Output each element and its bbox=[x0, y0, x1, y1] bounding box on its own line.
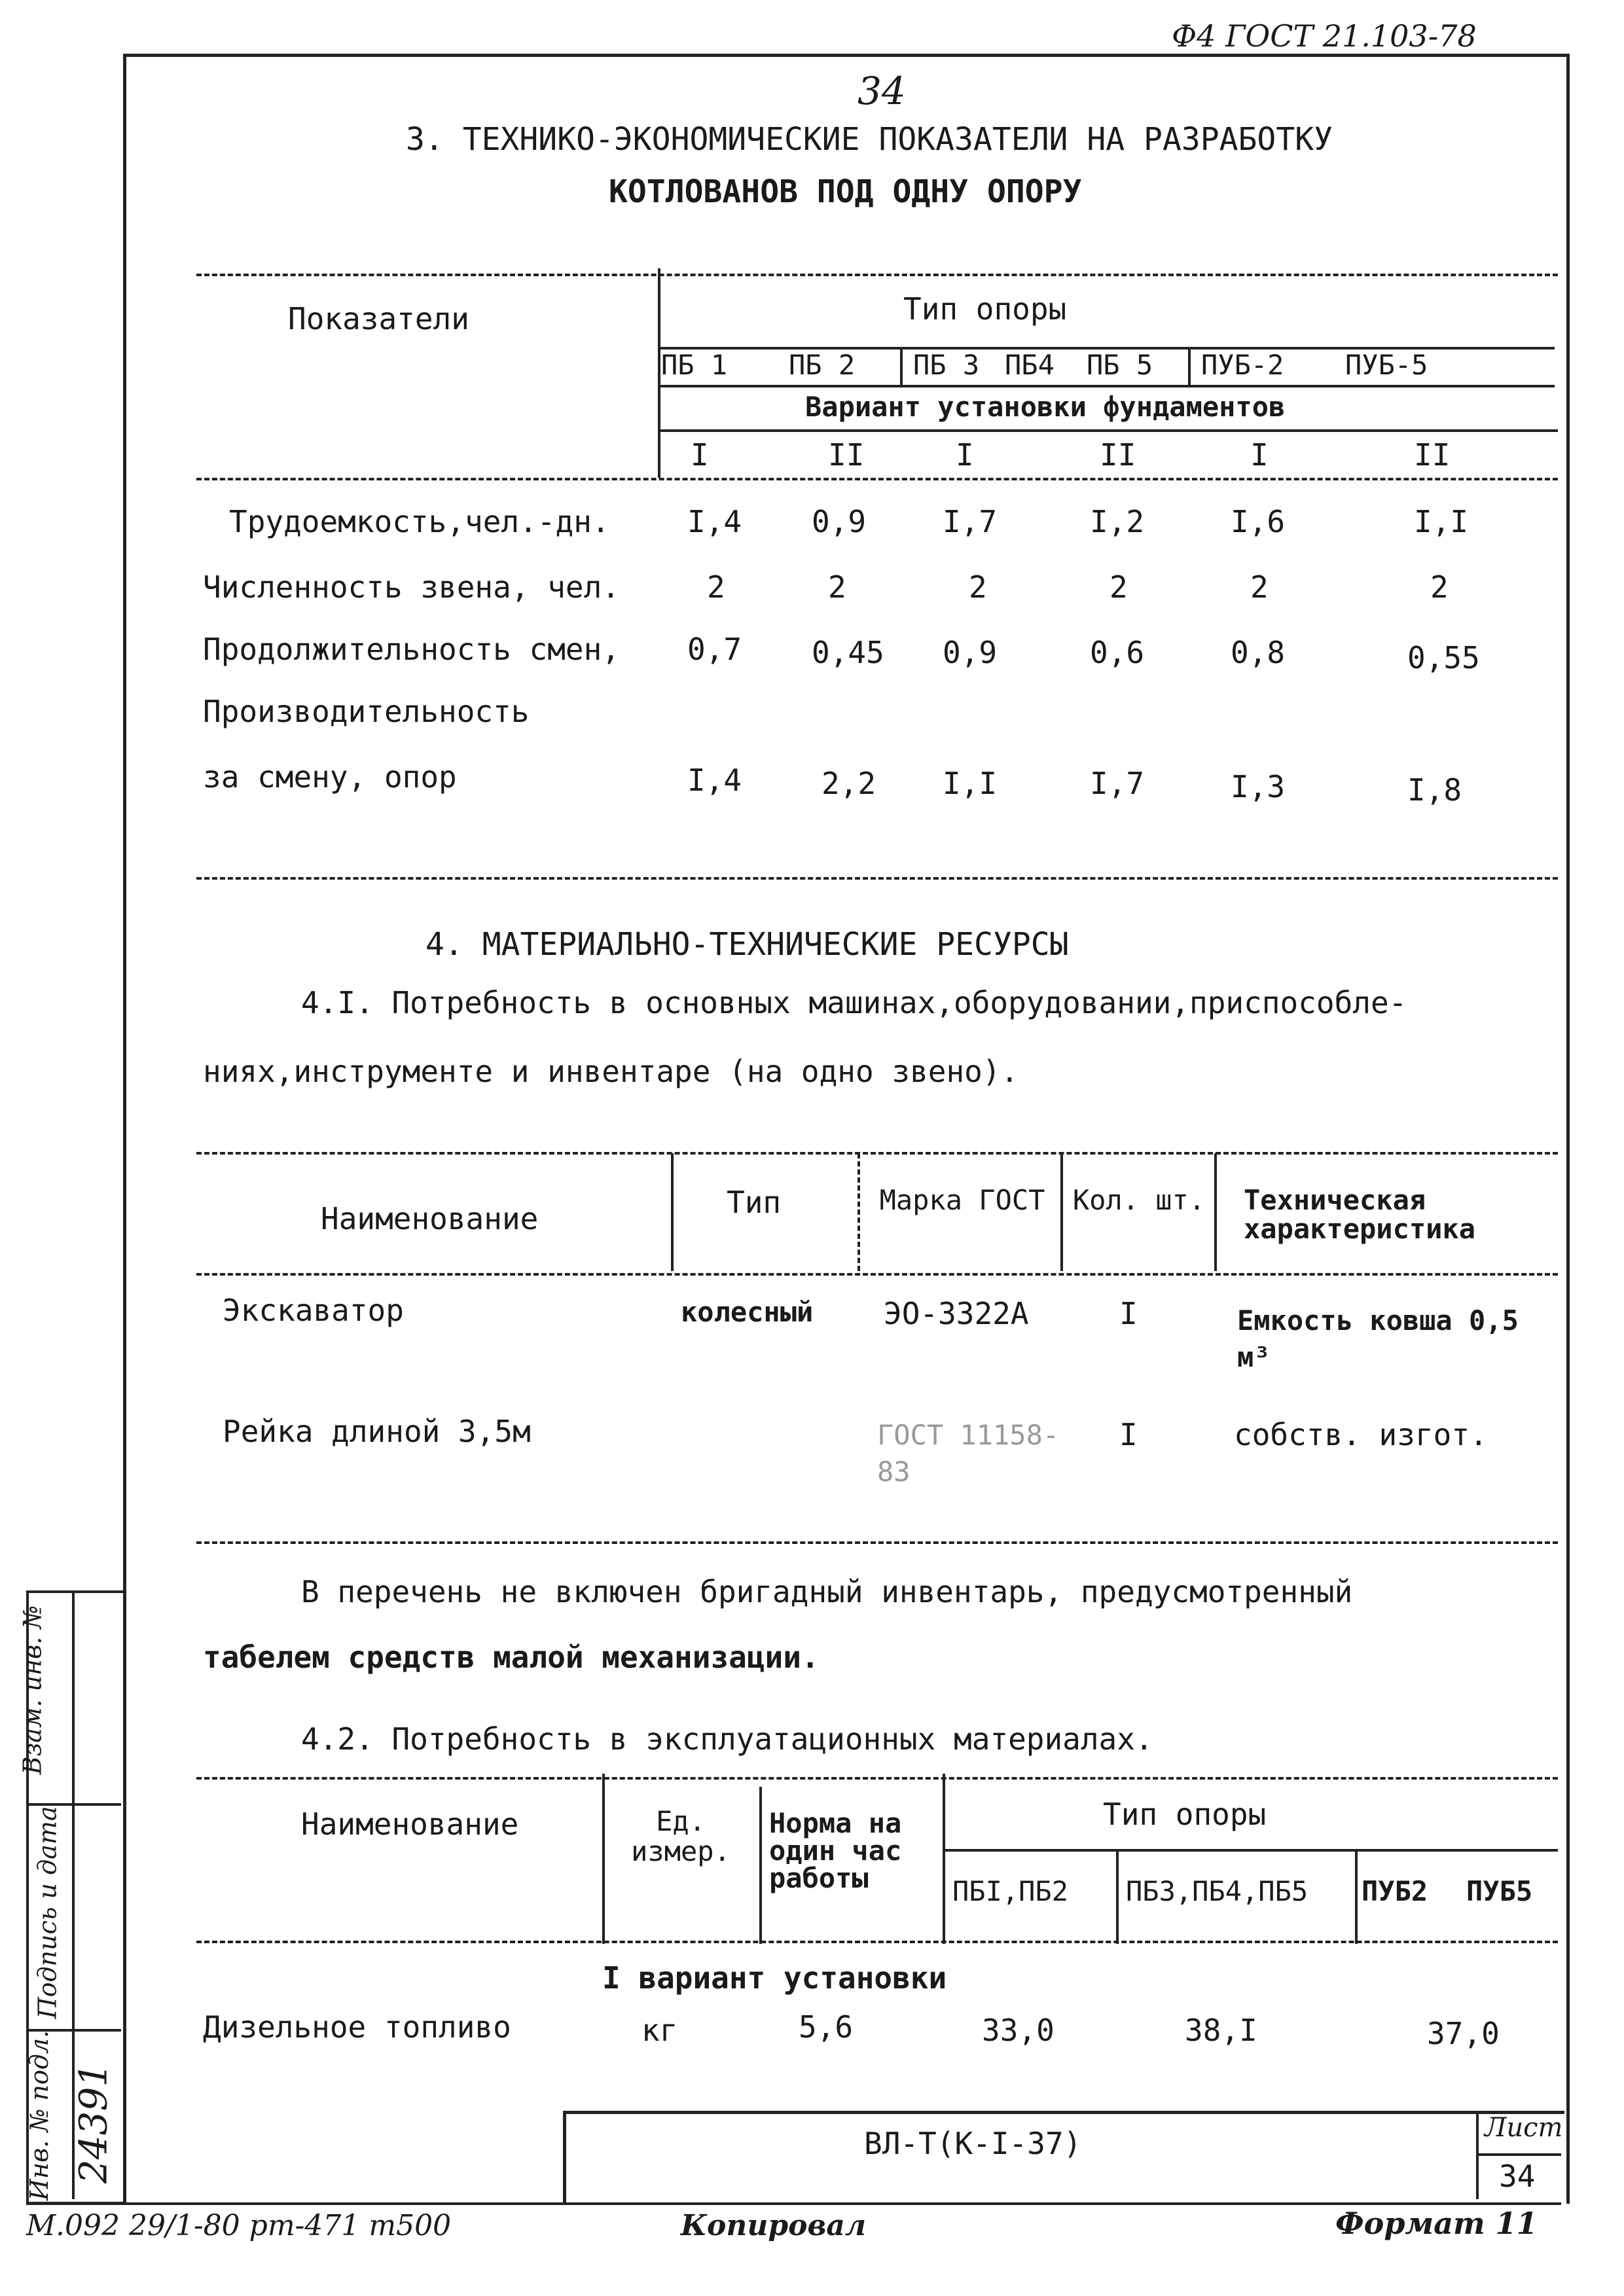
table42-divider bbox=[759, 1787, 762, 1944]
table42-divider bbox=[1355, 1849, 1358, 1944]
footer-middle: Копировал bbox=[681, 2209, 867, 2242]
row-value: I,7 bbox=[1090, 766, 1145, 801]
table3-header-bottom-rule bbox=[196, 478, 1558, 480]
t42-row-norm: 5,6 bbox=[799, 2009, 854, 2045]
variant-2: II bbox=[828, 437, 865, 473]
t42-type: ПБ3,ПБ4,ПБ5 bbox=[1126, 1875, 1308, 1907]
table41-bottom-rule bbox=[196, 1541, 1558, 1544]
row-label: Трудоемкость,чел.-дн. bbox=[229, 504, 610, 539]
table3-types-bottom-rule bbox=[658, 385, 1555, 387]
t41-row-name: Рейка длиной 3,5м bbox=[223, 1414, 531, 1449]
variant-5: I bbox=[1250, 437, 1269, 473]
t41-header-type: Тип bbox=[727, 1185, 782, 1220]
t41-row-mark: ЭО-3322А bbox=[884, 1296, 1029, 1331]
footer-left: М.092 29/1-80 рт-471 т500 bbox=[26, 2209, 452, 2242]
row-value: I,2 bbox=[1090, 504, 1145, 539]
row-label: Численность звена, чел. bbox=[203, 569, 620, 605]
type-pub2: ПУБ-2 bbox=[1201, 349, 1284, 381]
table3-variant-bottom-rule bbox=[658, 429, 1558, 432]
note-line1: В перечень не включен бригадный инвентарь, предусмотренный bbox=[301, 1574, 1353, 1609]
row-value: I,8 bbox=[1407, 772, 1462, 808]
t41-row-type: колесный bbox=[681, 1296, 814, 1328]
table41-divider bbox=[857, 1153, 860, 1271]
t42-type: ПУБ2 bbox=[1362, 1875, 1428, 1907]
table42-header-bottom-rule bbox=[196, 1941, 1558, 1943]
sheet-number: 34 bbox=[1499, 2159, 1536, 2194]
t41-header-mark: Марка ГОСТ bbox=[879, 1184, 1045, 1216]
row-label: Производительность bbox=[203, 694, 530, 729]
row-value: I,3 bbox=[1231, 769, 1286, 804]
row-value: 2 bbox=[1250, 569, 1269, 605]
t42-row-v3: 37,0 bbox=[1427, 2016, 1500, 2051]
table42-divider bbox=[943, 1774, 945, 1944]
t41-row-name: Экскаватор bbox=[223, 1293, 404, 1328]
table42-type-rule bbox=[943, 1849, 1558, 1852]
t41-row-qty: I bbox=[1119, 1296, 1138, 1331]
row-value: I,4 bbox=[687, 504, 742, 539]
side-sign-label: Подпись и дата bbox=[33, 1806, 62, 2019]
side-replace-label: Взам. инв. № bbox=[18, 1605, 47, 1775]
row-value: I,4 bbox=[687, 762, 742, 798]
t41-header-qty: Кол. шт. bbox=[1072, 1184, 1206, 1216]
row-value: 2 bbox=[969, 569, 987, 605]
section3-title-line1: 3. ТЕХНИКО-ЭКОНОМИЧЕСКИЕ ПОКАЗАТЕЛИ НА РАЗРАБОТКУ bbox=[406, 121, 1333, 158]
type-pb4: ПБ4 bbox=[1005, 349, 1055, 381]
row-value: I,7 bbox=[943, 504, 998, 539]
table3-col-header: Показатели bbox=[288, 301, 469, 336]
table41-divider bbox=[1060, 1153, 1063, 1271]
sheet-label: Лист bbox=[1485, 2113, 1563, 2143]
t41-row-mark: ГОСТ 11158-83 bbox=[877, 1419, 1060, 1488]
type-pub5: ПУБ-5 bbox=[1345, 349, 1428, 381]
table3-bottom-rule bbox=[196, 877, 1558, 880]
row-label: Продолжительность смен, bbox=[203, 632, 620, 667]
row-value: I,I bbox=[943, 766, 998, 801]
side-stamp-rule bbox=[26, 1803, 121, 1806]
row-value: 2 bbox=[1430, 569, 1449, 605]
stamp-rule bbox=[1476, 2153, 1561, 2156]
variant-3: I bbox=[956, 437, 974, 473]
table3-top-rule bbox=[196, 274, 1558, 276]
row-value: 2,2 bbox=[821, 766, 876, 801]
variant-1: I bbox=[691, 437, 709, 473]
row-value: 0,9 bbox=[812, 504, 867, 539]
type-pb5: ПБ 5 bbox=[1087, 349, 1153, 381]
row-value: 0,6 bbox=[1090, 635, 1145, 670]
table41-divider bbox=[671, 1153, 674, 1271]
t41-row-tech: собств. изгот. bbox=[1234, 1417, 1488, 1452]
t41-row-tech: Емкость ковша 0,5 м³ bbox=[1237, 1304, 1519, 1373]
t42-header-name: Наименование bbox=[301, 1806, 519, 1842]
row-value: 2 bbox=[1110, 569, 1128, 605]
table3-divider bbox=[658, 268, 660, 478]
p41-line2: ниях,инструменте и инвентаре (на одно звено). bbox=[203, 1054, 1019, 1089]
p42: 4.2. Потребность в эксплуатационных материалах. bbox=[301, 1721, 1153, 1757]
t42-row-name: Дизельное топливо bbox=[203, 2009, 511, 2045]
t42-row-unit: кг bbox=[641, 2013, 678, 2048]
row-value: I,I bbox=[1414, 504, 1469, 539]
row-value: 0,55 bbox=[1407, 640, 1480, 675]
table41-top-rule bbox=[196, 1152, 1558, 1155]
type-sep bbox=[1188, 348, 1191, 385]
row-value: 2 bbox=[707, 569, 725, 605]
row-value: I,6 bbox=[1231, 504, 1286, 539]
table3-group-header: Тип опоры bbox=[903, 291, 1067, 327]
side-inv-number: 24391 bbox=[71, 2062, 116, 2184]
t42-type: ПБI,ПБ2 bbox=[952, 1875, 1069, 1907]
section4-title: 4. МАТЕРИАЛЬНО-ТЕХНИЧЕСКИЕ РЕСУРСЫ bbox=[425, 926, 1069, 963]
row-value: 0,7 bbox=[687, 632, 742, 667]
t42-type: ПУБ5 bbox=[1466, 1875, 1533, 1907]
footer-right: Формат 11 bbox=[1335, 2206, 1538, 2241]
t42-variant-row: I вариант установки bbox=[602, 1960, 947, 1996]
page-number-handwritten: 34 bbox=[857, 69, 906, 113]
type-pb1: ПБ 1 bbox=[661, 349, 728, 381]
variant-4: II bbox=[1100, 437, 1136, 473]
footer-rule bbox=[26, 2202, 1561, 2205]
t42-header-unit: Ед. измер. bbox=[631, 1805, 731, 1867]
type-pb3: ПБ 3 bbox=[913, 349, 980, 381]
top-right-code: Ф4 ГОСТ 21.103-78 bbox=[1172, 18, 1477, 54]
note-line2: табелем средств малой механизации. bbox=[203, 1640, 820, 1675]
row-value: 0,8 bbox=[1231, 635, 1286, 670]
table41-header-bottom-rule bbox=[196, 1273, 1558, 1276]
row-value: 2 bbox=[828, 569, 846, 605]
table41-divider bbox=[1214, 1153, 1217, 1271]
row-value: 0,9 bbox=[943, 635, 998, 670]
t42-row-v2: 38,I bbox=[1185, 2013, 1257, 2048]
variant-header: Вариант установки фундаментов bbox=[805, 391, 1286, 423]
t42-header-norm: Норма на один час работы bbox=[769, 1807, 902, 1894]
table42-divider bbox=[602, 1774, 605, 1944]
row-value: 0,45 bbox=[812, 635, 884, 670]
doc-code: ВЛ-Т(К-I-37) bbox=[864, 2126, 1082, 2161]
side-inv-label: Инв. № подл. bbox=[25, 2030, 54, 2201]
t41-header-name: Наименование bbox=[321, 1201, 539, 1236]
variant-6: II bbox=[1414, 437, 1451, 473]
p41-line1: 4.I. Потребность в основных машинах,оборудовании,приспособле- bbox=[301, 985, 1407, 1020]
t42-group-header: Тип опоры bbox=[1103, 1797, 1267, 1832]
t42-row-v1: 33,0 bbox=[982, 2013, 1055, 2048]
table42-top-rule bbox=[196, 1777, 1558, 1780]
row-label: за смену, опор bbox=[203, 759, 457, 795]
section3-title-line2: КОТЛОВАНОВ ПОД ОДНУ ОПОРУ bbox=[609, 173, 1082, 210]
type-pb2: ПБ 2 bbox=[789, 349, 856, 381]
t41-row-qty: I bbox=[1119, 1417, 1138, 1452]
table42-divider bbox=[1116, 1849, 1119, 1944]
t41-header-tech: Техническая характеристика bbox=[1244, 1184, 1476, 1245]
type-sep bbox=[900, 348, 903, 385]
